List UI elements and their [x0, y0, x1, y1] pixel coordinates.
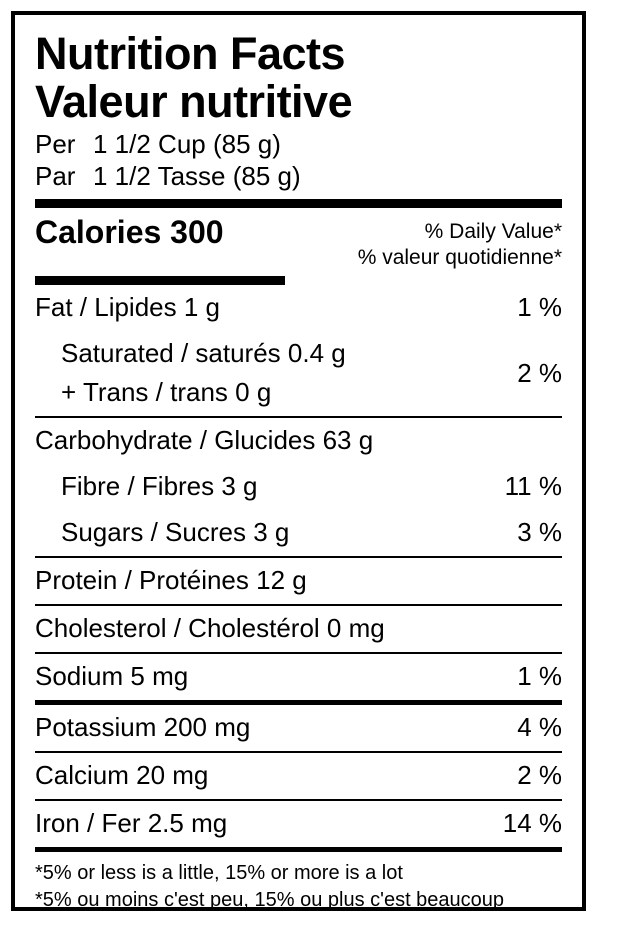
daily-value-header-english: % Daily Value* — [424, 219, 562, 243]
nutrient-name-sugars: Sugars / Sucres 3 g — [61, 517, 290, 548]
serving-value-french: 1 1/2 Tasse (85 g) — [93, 161, 301, 192]
nutrient-name-iron: Iron / Fer 2.5 mg — [35, 808, 228, 839]
nutrient-dv-sodium: 1 % — [517, 661, 562, 692]
nutrient-name-fibre: Fibre / Fibres 3 g — [61, 471, 258, 502]
nutrient-name-saturated: Saturated / saturés 0.4 g — [61, 338, 346, 369]
nutrient-dv-calcium: 2 % — [517, 760, 562, 791]
nutrient-row-cholesterol — [35, 606, 562, 652]
nutrient-dv-iron: 14 % — [502, 808, 562, 839]
label-title-french: Valeur nutritive — [35, 75, 353, 127]
label-title-english: Nutrition Facts — [35, 28, 346, 79]
daily-value-header-french: % valeur quotidienne* — [357, 246, 562, 270]
nutrient-row-fibre — [35, 464, 562, 510]
nutrient-dv-fat: 1 % — [517, 292, 562, 323]
nutrient-row-sugars — [35, 510, 562, 556]
nutrient-name-carbohydrate: Carbohydrate / Glucides 63 g — [35, 425, 374, 456]
nutrient-name-fat: Fat / Lipides 1 g — [35, 292, 220, 323]
calories-block — [35, 208, 562, 275]
serving-size-row-french — [35, 161, 562, 193]
footnote-french: *5% ou moins c'est peu, 15% ou plus c'est beaucoup — [35, 889, 505, 912]
nutrition-facts-label — [11, 11, 586, 911]
nutrient-row-fat — [35, 285, 562, 331]
nutrient-row-carbohydrate — [35, 418, 562, 464]
nutrient-row-saturated-trans — [35, 331, 562, 416]
nutrient-row-potassium — [35, 705, 562, 751]
nutrient-dv-saturated: 2 % — [517, 357, 562, 388]
nutrient-name-calcium: Calcium 20 mg — [35, 760, 209, 791]
daily-value-header — [358, 213, 562, 272]
calories-underline — [35, 276, 285, 285]
nutrient-name-protein: Protein / Protéines 12 g — [35, 565, 307, 596]
nutrient-name-cholesterol: Cholesterol / Cholestérol 0 mg — [35, 613, 385, 644]
nutrient-dv-sugars: 3 % — [517, 517, 562, 548]
nutrient-name-trans: + Trans / trans 0 g — [61, 377, 272, 408]
footnote-block — [35, 852, 562, 914]
serving-label-per: Per — [35, 129, 76, 160]
footnote-english: *5% or less is a little, 15% or more is a lot — [35, 862, 403, 885]
serving-value-english: 1 1/2 Cup (85 g) — [93, 129, 281, 160]
nutrient-dv-fibre: 11 % — [504, 471, 562, 502]
calories-value: Calories 300 — [35, 213, 224, 250]
nutrient-row-calcium — [35, 753, 562, 799]
nutrient-row-sodium — [35, 654, 562, 700]
nutrient-row-iron — [35, 801, 562, 847]
nutrient-name-sodium: Sodium 5 mg — [35, 661, 189, 692]
nutrient-dv-potassium: 4 % — [517, 712, 562, 743]
serving-size-row-english — [35, 129, 562, 161]
divider-thick-top — [35, 199, 562, 208]
serving-label-par: Par — [35, 161, 76, 192]
serving-size-block — [35, 129, 562, 192]
nutrient-name-potassium: Potassium 200 mg — [35, 712, 251, 743]
nutrient-row-protein — [35, 558, 562, 604]
